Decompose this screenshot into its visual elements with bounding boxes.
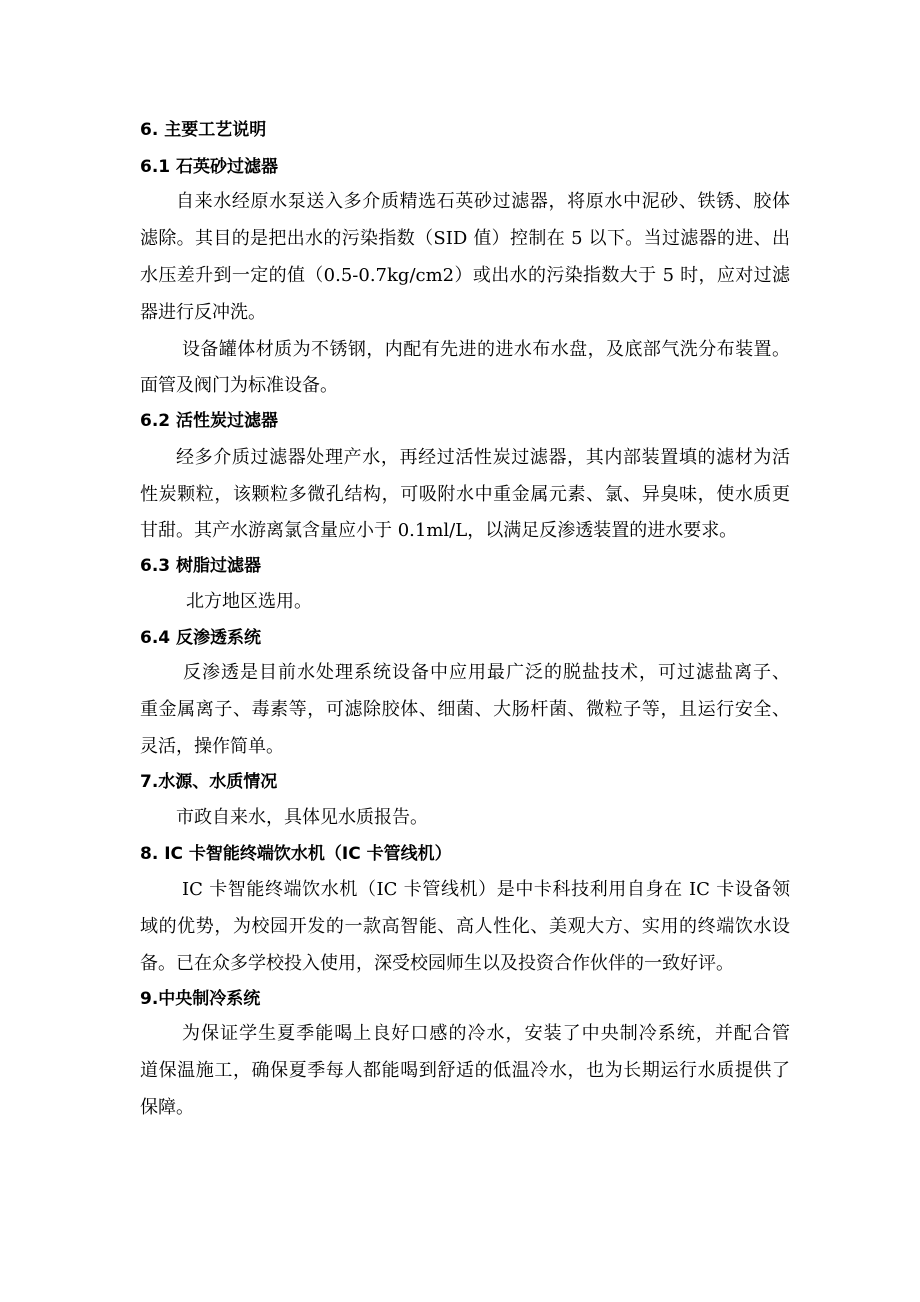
heading-7: 7.水源、水质情况 bbox=[140, 772, 278, 792]
para-8-line-3: 备。已在众多学校投入使用，深受校园师生以及投资合作伙伴的一致好评。 bbox=[140, 953, 734, 974]
para-6-1a-line-2: 滤除。其目的是把出水的污染指数（SID 值）控制在 5 以下。当过滤器的进、出 bbox=[140, 228, 790, 249]
para-6-1a-line-3: 水压差升到一定的值（0.5-0.7kg/cm2）或出水的污染指数大于 5 时，应对过滤 bbox=[140, 265, 790, 286]
heading-6-4: 6.4 反渗透系统 bbox=[140, 628, 262, 648]
para-7: 市政自来水，具体见水质报告。 bbox=[176, 807, 428, 828]
para-8-line-1: IC 卡智能终端饮水机（IC 卡管线机）是中卡科技利用自身在 IC 卡设备领 bbox=[182, 879, 790, 900]
heading-8: 8. IC 卡智能终端饮水机（IC 卡管线机） bbox=[140, 844, 452, 864]
para-6-2-line-2: 性炭颗粒，该颗粒多微孔结构，可吸附水中重金属元素、氯、异臭味，使水质更 bbox=[140, 484, 790, 505]
para-6-4-line-1: 反渗透是目前水处理系统设备中应用最广泛的脱盐技术，可过滤盐离子、 bbox=[183, 662, 790, 683]
heading-6-3: 6.3 树脂过滤器 bbox=[140, 556, 262, 576]
para-6-1a-line-1: 自来水经原水泵送入多介质精选石英砂过滤器，将原水中泥砂、铁锈、胶体 bbox=[176, 191, 790, 212]
para-6-4-line-3: 灵活，操作简单。 bbox=[140, 736, 284, 757]
para-9-line-1: 为保证学生夏季能喝上良好口感的冷水，安装了中央制冷系统，并配合管 bbox=[182, 1023, 790, 1044]
heading-9: 9.中央制冷系统 bbox=[140, 989, 261, 1009]
para-8-line-2: 域的优势，为校园开发的一款高智能、高人性化、美观大方、实用的终端饮水设 bbox=[140, 916, 790, 937]
para-6-3: 北方地区选用。 bbox=[186, 591, 312, 612]
para-9-line-3: 保障。 bbox=[140, 1097, 194, 1118]
para-6-2-line-1: 经多介质过滤器处理产水，再经过活性炭过滤器，其内部装置填的滤材为活 bbox=[176, 447, 790, 468]
para-6-4-line-2: 重金属离子、毒素等，可滤除胶体、细菌、大肠杆菌、微粒子等，且运行安全、 bbox=[140, 699, 790, 720]
para-9-line-2: 道保温施工，确保夏季每人都能喝到舒适的低温冷水，也为长期运行水质提供了 bbox=[140, 1060, 790, 1081]
heading-6: 6. 主要工艺说明 bbox=[140, 120, 267, 140]
heading-6-1: 6.1 石英砂过滤器 bbox=[140, 157, 279, 177]
heading-6-2: 6.2 活性炭过滤器 bbox=[140, 411, 279, 431]
para-6-1a-line-4: 器进行反冲洗。 bbox=[140, 302, 266, 323]
para-6-1b-line-1: 设备罐体材质为不锈钢，内配有先进的进水布水盘，及底部气洗分布装置。 bbox=[182, 339, 790, 360]
para-6-2-line-3: 甘甜。其产水游离氯含量应小于 0.1ml/L，以满足反渗透装置的进水要求。 bbox=[140, 520, 738, 541]
para-6-1b-line-2: 面管及阀门为标准设备。 bbox=[140, 375, 338, 396]
